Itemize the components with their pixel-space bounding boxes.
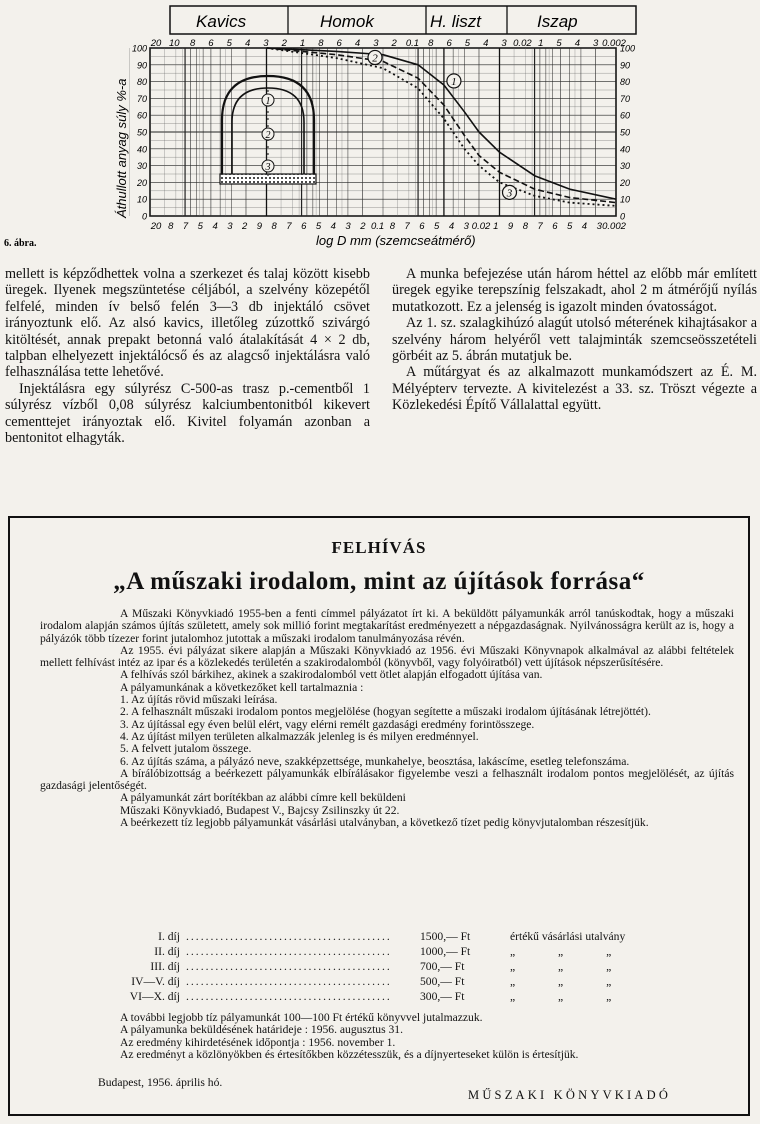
bottom-tick-label: 0.1 <box>371 221 385 232</box>
y-tick-label-left: 50 <box>136 127 147 138</box>
y-tick-label-right: 90 <box>620 60 631 71</box>
bottom-tick-label: 8 <box>168 221 174 232</box>
y-tick-label-right: 60 <box>620 110 631 121</box>
notice-item: 1. Az újítás rövid műszaki leírása. <box>120 693 278 707</box>
bottom-tick-label: 5 <box>315 221 322 232</box>
bottom-tick-label: 3 <box>227 221 233 232</box>
notice-item: 5. A felvett jutalom összege. <box>120 742 252 756</box>
notice-address: Műszaki Könyvkiadó, Budapest V., Bajcsy Zsilinszky út 22. <box>120 803 400 817</box>
bottom-tick-label: 5 <box>434 221 440 232</box>
top-tick-label: 6 <box>446 38 452 49</box>
tunnel-marker-2: 2 <box>265 130 271 141</box>
bottom-tick-label: 2 <box>241 221 248 232</box>
notice-intro-paragraph: Az 1955. évi pályázat sikere alapján a Műszaki Könyvkiadó az 1956. évi Műszaki Könyvnapok alkalmával az alábbi feltételek mellett felhívást intéz az ipar és a közlekedés területén a szakirodalomból (könyvből, vagy folyóiratból) vett újítások népszerűsítésére. <box>40 643 734 670</box>
curve-marker-label: 2 <box>372 52 378 65</box>
top-tick-label: 4 <box>483 38 489 49</box>
right-column <box>392 266 757 414</box>
bottom-tick-label: 9 <box>507 221 514 232</box>
tunnel-marker-1: 1 <box>265 96 271 107</box>
bottom-tick-label: 3 <box>345 221 351 232</box>
bottom-tick-label: 3 <box>596 221 602 232</box>
top-tick-label: 5 <box>556 38 562 49</box>
header-label-iszap: Iszap <box>537 12 578 31</box>
notice-paragraph: A beérkezett tíz legjobb pályamunkát vásárlási utalványban, a következő tízet pedig könyvjutalomban részesítjük. <box>120 816 649 830</box>
bottom-tick-label: 8 <box>271 221 277 232</box>
leader-dots: .......................................... <box>186 975 392 988</box>
prize-suffix: „ „ „ <box>510 945 612 958</box>
notice-closing-line: A további legjobb tíz pályamunkát 100—100 Ft értékű könyvvel jutalmazzuk. <box>120 1011 483 1024</box>
bottom-tick-label: 5 <box>197 221 203 232</box>
prize-amount: 1500,— Ft <box>420 930 471 943</box>
notice-paragraph: A pályamunkát zárt borítékban az alábbi címre kell beküldeni <box>120 791 406 805</box>
y-axis-label: Áthullott anyag súly %-a <box>114 78 129 218</box>
top-tick-label: 8 <box>428 38 434 49</box>
top-tick-label: 6 <box>336 38 342 49</box>
prize-row <box>70 945 710 959</box>
y-tick-label-left: 100 <box>131 43 147 54</box>
prize-list <box>70 930 710 1004</box>
y-tick-label-right: 0 <box>620 211 626 222</box>
bottom-tick-label: 4 <box>581 221 588 232</box>
y-tick-label-left: 20 <box>136 177 147 188</box>
y-tick-label-left: 60 <box>136 110 147 121</box>
x-axis-label: log D mm (szemcseátmérő) <box>316 233 476 248</box>
bottom-tick-label: 9 <box>256 221 263 232</box>
top-tick-label: 5 <box>226 38 232 49</box>
y-tick-label-left: 0 <box>141 211 147 222</box>
y-tick-label-right: 20 <box>620 177 631 188</box>
left-column <box>5 266 370 446</box>
bottom-tick-label: 6 <box>301 221 307 232</box>
top-tick-label: 0.02 <box>513 38 532 49</box>
bottom-tick-label: 7 <box>182 221 189 232</box>
bottom-tick-label: 8 <box>522 221 529 232</box>
notice-intro-paragraph: A Műszaki Könyvkiadó 1955-ben a fenti címmel pályázatot írt ki. A beküldött pályamunkák arról tanúskodtak, hogy a műszaki irodalom alapján számos újítás született, amely sok millió forint megtakarítást eredményezett a népgazdaságnak. Nyilvánosságra került az is, hogy a pályázók több tízezer forint jutalomhoz jutottak a műszaki irodalom tanulmányozása révén. <box>40 607 734 645</box>
bottom-tick-label: 6 <box>552 221 558 232</box>
notice-date: Budapest, 1956. április hó. <box>98 1076 223 1089</box>
bottom-tick-label: 7 <box>404 221 410 232</box>
notice-item: 2. A felhasznált műszaki irodalom pontos megjelölése (hogyan segítette a műszaki irodalom újításának létrejöttét). <box>120 705 651 719</box>
y-tick-label-right: 50 <box>620 127 631 138</box>
prize-row <box>70 930 710 944</box>
bottom-tick-label: 3 <box>463 221 469 232</box>
top-tick-label: 2 <box>281 38 287 49</box>
y-tick-label-left: 80 <box>136 77 147 88</box>
bottom-tick-label: 7 <box>286 221 292 232</box>
prize-row <box>70 975 710 989</box>
bottom-tick-label: 4 <box>212 221 218 232</box>
right-paragraph-2: Az 1. sz. szalagkihúzó alagút utolsó méterének kihajtásakor a szelvény három helyéről vett talajminták szemcseösszetételi görbéit az 5. ábrán mutatjuk be. <box>392 315 757 365</box>
top-tick-label: 4 <box>574 38 581 49</box>
bottom-tick-label: 4 <box>330 221 336 232</box>
notice-item: 6. Az újítás száma, a pályázó neve, szakképzettsége, munkahelye, beosztása, lakáscíme, esetleg telefonszáma. <box>120 754 630 768</box>
prize-amount: 500,— Ft <box>420 975 465 988</box>
notice-closing-line: Az eredmény kihirdetésének időpontja : 1956. november 1. <box>120 1035 396 1049</box>
prize-suffix: „ „ „ <box>510 975 612 988</box>
left-paragraph-1: mellett is képződhettek volna a szerkezet és talaj között kisebb üregek. Ilyenek megszüntetése céljából, a szelvény közepétől felfelé, minden ív belső felén 3—3 db injektáló csövet irányoztunk elő. Az alsó kavics, illetőleg zúzottkő szivárgó kitöltését, annak prepakt betonná való átalakítását 4 × 2 db, talpban elhelyezett injektálócső és az alagcső injektálásra való felhasználása tette lehetővé. <box>5 266 370 381</box>
top-tick-label: 2 <box>391 38 397 49</box>
y-tick-label-right: 80 <box>620 77 631 88</box>
y-tick-label-left: 30 <box>136 161 147 172</box>
bottom-tick-label: 1 <box>493 221 499 232</box>
bottom-tick-label: 0.002 <box>602 221 626 232</box>
figure-caption: 6. ábra. <box>4 238 37 249</box>
bottom-tick-label: 5 <box>567 221 573 232</box>
notice-item: 3. Az újítással egy éven belül elért, vagy elérni remélt gazdasági eredmény forintösszege. <box>120 717 535 731</box>
y-tick-label-left: 70 <box>136 93 147 104</box>
top-tick-label: 4 <box>354 38 361 49</box>
y-tick-label-right: 70 <box>620 93 631 104</box>
top-tick-label: 0.1 <box>405 38 420 49</box>
top-tick-label: 10 <box>169 38 180 49</box>
notice-intro <box>40 608 734 829</box>
bottom-tick-label: 20 <box>150 221 162 232</box>
notice-heading: FELHÍVÁS <box>331 538 427 557</box>
bottom-tick-label: 2 <box>360 221 366 232</box>
top-tick-label: 5 <box>464 38 471 49</box>
leader-dots: .......................................... <box>186 960 392 973</box>
prize-label: VI—X. díj <box>129 990 180 1003</box>
notice-item: 4. Az újítást milyen területen alkalmazzák jelenleg is és milyen eredménnyel. <box>120 729 479 743</box>
top-tick-label: 3 <box>263 38 269 49</box>
curve-marker-label: 3 <box>506 187 513 200</box>
leader-dots: .......................................... <box>186 990 392 1003</box>
prize-amount: 300,— Ft <box>420 990 465 1003</box>
notice-closing <box>40 1012 734 1061</box>
tunnel-markers <box>262 94 274 173</box>
chart-tick-labels <box>132 38 635 232</box>
top-tick-label: 20 <box>150 38 162 49</box>
curve-2 <box>267 48 617 203</box>
prize-label: II. díj <box>154 945 180 958</box>
notice-closing-line: A pályamunka beküldésének határideje : 1956. augusztus 31. <box>120 1023 404 1037</box>
notice-paragraph: A bírálóbizottság a beérkezett pályamunkák elbírálásakor figyelembe veszi a felhasznált irodalom pontos megjelölését, az újítás gazdasági jelentőségét. <box>40 766 734 793</box>
curve-marker-label: 1 <box>451 75 457 88</box>
y-tick-label-right: 40 <box>620 144 631 155</box>
prize-amount: 700,— Ft <box>420 960 465 973</box>
prize-label: I. díj <box>158 930 180 943</box>
notice-box <box>8 516 750 1116</box>
header-label-hliszt: H. liszt <box>430 12 481 31</box>
right-paragraph-3: A műtárgyat és az alkalmazott munkamódszert az É. M. Mélyépterv tervezte. A kivitelezést a 33. sz. Tröszt végezte a Közlekedési Építő Vállalattal együtt. <box>392 364 757 414</box>
y-tick-label-right: 10 <box>620 194 631 205</box>
y-tick-label-right: 100 <box>620 43 636 54</box>
y-tick-label-right: 30 <box>620 161 631 172</box>
top-tick-label: 6 <box>208 38 214 49</box>
prize-suffix: „ „ „ <box>510 990 612 1003</box>
top-tick-label: 3 <box>501 38 507 49</box>
header-label-kavics: Kavics <box>196 12 247 31</box>
left-paragraph-2: Injektálásra egy súlyrész C-500-as trasz p.-cementből 1 súlyrész vízből 0,08 súlyrész kalciumbentonitból kikevert cementtejet irányoztak elő. Kivitel folyamán azonban a bentonitot elhagyták. <box>5 380 370 447</box>
top-tick-label: 4 <box>244 38 251 49</box>
y-tick-label-left: 40 <box>136 144 147 155</box>
bottom-tick-label: 8 <box>389 221 396 232</box>
top-tick-label: 1 <box>299 38 306 49</box>
leader-dots: .......................................... <box>186 945 392 958</box>
top-tick-label: 3 <box>373 38 379 49</box>
bottom-tick-label: 4 <box>448 221 455 232</box>
prize-amount: 1000,— Ft <box>420 945 471 958</box>
prize-suffix: „ „ „ <box>510 960 612 973</box>
notice-intro-paragraph: A felhívás szól bárkihez, akinek a szakirodalomból vett ötlet alapján elfogadott újítása van. <box>120 668 543 682</box>
top-tick-label: 8 <box>318 38 324 49</box>
prize-label: III. díj <box>150 960 180 973</box>
soil-class-header <box>170 6 636 34</box>
notice-intro-paragraph: A pályamunkának a következőket kell tartalmaznia : <box>120 680 364 694</box>
y-tick-label-left: 90 <box>136 60 147 71</box>
top-tick-label: 0.002 <box>602 38 626 49</box>
tunnel-marker-3: 3 <box>265 162 271 173</box>
leader-dots: .......................................... <box>186 930 392 943</box>
bottom-tick-label: 7 <box>537 221 543 232</box>
right-paragraph-1: A munka befejezése után három héttel az előbb már említett üregek egyike terepszínig felszakadt, ahol 2 m átmérőjű nyílás mutatkozott. Ez a jelenség is igazolt minden óvatosságot. <box>392 266 757 315</box>
bottom-tick-label: 6 <box>419 221 425 232</box>
top-tick-label: 1 <box>538 38 544 49</box>
top-tick-label: 3 <box>593 38 599 49</box>
y-tick-label-left: 10 <box>136 194 147 205</box>
top-tick-label: 8 <box>189 38 196 49</box>
header-label-homok: Homok <box>320 12 374 31</box>
notice-signature: MŰSZAKI KÖNYVKIADÓ <box>468 1088 672 1102</box>
prize-row <box>70 990 710 1004</box>
prize-label: IV—V. díj <box>131 975 180 988</box>
notice-closing-line: Az eredményt a közlönyökben és értesítőkben közzétesszük, és a díjnyerteseket külön is értesítjük. <box>120 1047 579 1061</box>
prize-row <box>70 960 710 974</box>
prize-suffix: értékű vásárlási utalvány <box>510 930 626 943</box>
grain-size-chart <box>0 0 760 262</box>
notice-title: „A műszaki irodalom, mint az újítások forrása“ <box>113 568 645 595</box>
bottom-tick-label: 0.02 <box>471 221 491 232</box>
